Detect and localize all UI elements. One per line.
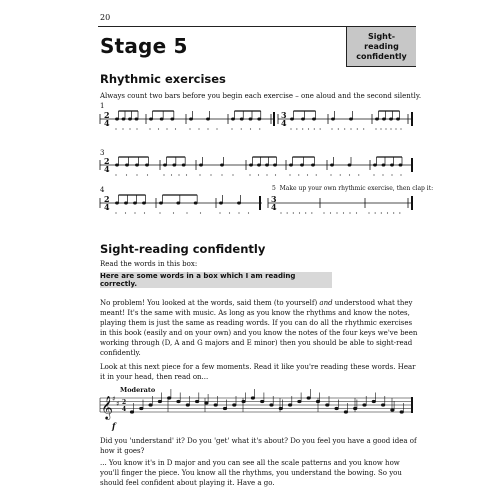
- note-head: [115, 202, 118, 204]
- sharp-c-icon: ♯: [116, 400, 120, 408]
- note-head: [311, 164, 314, 166]
- count-mark: [266, 174, 267, 175]
- melody-note-head: [381, 404, 385, 407]
- note-head: [396, 118, 399, 120]
- sharp-f-icon: ♯: [112, 395, 116, 403]
- count-mark: [305, 212, 306, 213]
- time-sig-ex2-top: 3: [281, 110, 287, 120]
- treble-clef-icon: 𝄞: [101, 395, 113, 419]
- note-head: [375, 118, 378, 120]
- count-mark: [241, 128, 242, 129]
- reading-box-text: Here are some words in a box which I am reading correctly.: [100, 272, 296, 288]
- count-mark: [280, 212, 281, 213]
- count-mark: [373, 174, 374, 175]
- note-head: [220, 164, 223, 166]
- count-mark: [390, 128, 391, 129]
- melody-note-head: [288, 404, 292, 407]
- note-head: [133, 202, 136, 204]
- note-head: [173, 164, 176, 166]
- count-mark: [200, 212, 201, 213]
- count-mark: [115, 128, 116, 129]
- melody-note-head: [214, 404, 218, 407]
- note-head: [237, 202, 240, 204]
- count-mark: [395, 128, 396, 129]
- note-head: [290, 118, 293, 120]
- melody-note-head: [223, 407, 227, 410]
- note-head: [135, 118, 138, 120]
- count-mark: [380, 128, 381, 129]
- count-mark: [393, 212, 394, 213]
- count-mark: [198, 128, 199, 129]
- count-mark: [147, 174, 148, 175]
- count-mark: [134, 212, 135, 213]
- count-mark: [175, 128, 176, 129]
- note-head: [373, 164, 376, 166]
- time-sig-ex5-top: 3: [271, 194, 277, 204]
- note-head: [124, 202, 127, 204]
- melody-note-head: [251, 397, 255, 400]
- count-mark: [375, 212, 376, 213]
- paragraph-3: Did you 'understand' it? Do you 'get' what it's about? Do you feel you have a good idea of how it goes?: [100, 437, 417, 455]
- count-mark: [349, 212, 350, 213]
- note-head: [399, 164, 402, 166]
- note-head: [115, 118, 118, 120]
- note-head: [349, 118, 352, 120]
- count-mark: [122, 128, 123, 129]
- rhythm-instruction: Always count two bars before you begin each exercise – one aloud and the second silently.: [100, 92, 422, 100]
- note-head: [382, 164, 385, 166]
- count-mark: [302, 128, 303, 129]
- count-mark: [320, 128, 321, 129]
- melody-note-head: [326, 404, 330, 407]
- count-mark: [308, 128, 309, 129]
- count-mark: [232, 174, 233, 175]
- note-head: [206, 118, 209, 120]
- count-mark: [136, 128, 137, 129]
- melody-note-head: [372, 400, 376, 403]
- count-mark: [166, 128, 167, 129]
- count-mark: [290, 128, 291, 129]
- melody-note-head: [149, 404, 153, 407]
- count-mark: [296, 128, 297, 129]
- page-title: Stage 5: [100, 34, 188, 58]
- note-head: [273, 164, 276, 166]
- note-head: [389, 118, 392, 120]
- count-mark: [349, 174, 350, 175]
- count-mark: [238, 212, 239, 213]
- time-sig-ex4-bottom: 4: [104, 202, 110, 212]
- count-mark: [331, 128, 332, 129]
- melody-note-head: [363, 404, 367, 407]
- count-mark: [330, 174, 331, 175]
- melody-notes: [130, 389, 403, 413]
- count-mark: [314, 128, 315, 129]
- melody-note-head: [270, 404, 274, 407]
- melody-time-top: 2: [122, 399, 127, 406]
- count-mark: [299, 212, 300, 213]
- count-mark: [338, 128, 339, 129]
- note-head: [331, 118, 334, 120]
- count-mark: [207, 128, 208, 129]
- melody-note-head: [260, 400, 264, 403]
- note-head: [160, 118, 163, 120]
- note-head: [265, 164, 268, 166]
- note-head: [258, 118, 261, 120]
- count-mark: [159, 212, 160, 213]
- count-mark: [115, 212, 116, 213]
- note-head: [163, 164, 166, 166]
- note-head: [177, 202, 180, 204]
- count-mark: [307, 174, 308, 175]
- count-mark: [173, 212, 174, 213]
- note-head: [145, 164, 148, 166]
- time-sig-ex4-top: 2: [104, 194, 110, 204]
- count-mark: [382, 174, 383, 175]
- count-mark: [229, 212, 230, 213]
- paragraph-4: ... You know it's in D major and you can see all the scale patterns and you know how you'll finger the piece. You know all the rhythms, you understand the bowing. So you should feel confident about playing it. Have a go.: [100, 459, 402, 487]
- time-sig-ex5-bottom: 4: [271, 202, 277, 212]
- count-mark: [216, 128, 217, 129]
- count-mark: [311, 212, 312, 213]
- note-head: [219, 202, 222, 204]
- count-mark: [163, 174, 164, 175]
- paragraph-2: Look at this next piece for a few moments. Read it like you're reading these words. Hear it in your head, then read on...: [100, 363, 416, 381]
- count-mark: [158, 128, 159, 129]
- note-head: [194, 202, 197, 204]
- count-mark: [186, 174, 187, 175]
- time-sig-ex2-bottom: 4: [281, 118, 287, 128]
- note-head: [312, 118, 315, 120]
- melody-time-bottom: 4: [122, 406, 127, 413]
- melody-note-head: [391, 409, 395, 412]
- melody-note-head: [344, 411, 348, 414]
- paragraph-1-part-a: No problem! You looked at the words, said them (to yourself): [100, 299, 320, 307]
- note-head: [149, 118, 152, 120]
- count-mark: [199, 174, 200, 175]
- section-tab-line-2: confidently: [356, 51, 407, 61]
- count-mark: [298, 174, 299, 175]
- reading-box: [100, 272, 332, 288]
- count-mark: [343, 212, 344, 213]
- count-marks: [115, 128, 401, 213]
- count-mark: [385, 128, 386, 129]
- count-mark: [356, 212, 357, 213]
- count-mark: [221, 174, 222, 175]
- note-head: [382, 118, 385, 120]
- melody-note-head: [242, 400, 246, 403]
- count-mark: [249, 174, 250, 175]
- count-mark: [248, 212, 249, 213]
- count-mark: [358, 174, 359, 175]
- count-mark: [340, 174, 341, 175]
- count-mark: [400, 174, 401, 175]
- note-head: [289, 164, 292, 166]
- count-mark: [210, 174, 211, 175]
- time-sig-ex3-bottom: 4: [104, 164, 110, 174]
- count-mark: [231, 128, 232, 129]
- count-mark: [336, 212, 337, 213]
- count-mark: [129, 128, 130, 129]
- count-mark: [178, 174, 179, 175]
- count-mark: [363, 128, 364, 129]
- note-head: [122, 118, 125, 120]
- count-mark: [316, 174, 317, 175]
- rhythm-heading: Rhythmic exercises: [100, 72, 226, 86]
- melody-note-head: [298, 400, 302, 403]
- note-head: [300, 164, 303, 166]
- count-mark: [250, 128, 251, 129]
- count-mark: [368, 212, 369, 213]
- note-head: [249, 164, 252, 166]
- count-mark: [115, 174, 116, 175]
- melody-note-head: [307, 397, 311, 400]
- melody-note-head: [130, 411, 134, 414]
- exercise-3-number: 3: [100, 149, 105, 157]
- melody-note-head: [400, 411, 404, 414]
- exercise-1-number: 1: [100, 102, 105, 110]
- count-mark: [287, 212, 288, 213]
- paragraph-1: [100, 298, 418, 358]
- sight-heading: Sight-reading confidently: [100, 242, 266, 256]
- count-mark: [399, 212, 400, 213]
- note-head: [301, 118, 304, 120]
- count-mark: [275, 174, 276, 175]
- note-head: [390, 164, 393, 166]
- count-mark: [289, 174, 290, 175]
- note-head: [231, 118, 234, 120]
- note-head: [240, 118, 243, 120]
- note-head: [189, 118, 192, 120]
- count-mark: [126, 174, 127, 175]
- note-head: [199, 164, 202, 166]
- count-mark: [136, 174, 137, 175]
- melody-note-head: [186, 404, 190, 407]
- melody-note-head: [279, 407, 283, 410]
- time-sig-ex1-bottom: 4: [104, 118, 110, 128]
- count-mark: [125, 212, 126, 213]
- count-mark: [387, 212, 388, 213]
- exercise-4-number: 4: [100, 186, 105, 194]
- tempo-marking: Moderato: [120, 386, 156, 394]
- melody-note-head: [140, 407, 144, 410]
- melody-note-head: [158, 400, 162, 403]
- count-mark: [323, 212, 324, 213]
- count-mark: [344, 128, 345, 129]
- count-mark: [259, 128, 260, 129]
- count-mark: [293, 212, 294, 213]
- note-head: [257, 164, 260, 166]
- note-head: [182, 164, 185, 166]
- count-mark: [330, 212, 331, 213]
- count-mark: [391, 174, 392, 175]
- count-mark: [258, 174, 259, 175]
- note-head: [171, 118, 174, 120]
- note-head: [249, 118, 252, 120]
- note-head: [135, 164, 138, 166]
- melody-note-head: [233, 404, 237, 407]
- exercise-5-number: 5: [272, 185, 276, 192]
- count-mark: [219, 212, 220, 213]
- count-mark: [189, 128, 190, 129]
- note-head: [128, 118, 131, 120]
- note-head: [115, 164, 118, 166]
- note-head: [159, 202, 162, 204]
- rhythm-notes: [115, 111, 402, 204]
- count-mark: [149, 128, 150, 129]
- count-mark: [375, 128, 376, 129]
- count-mark: [357, 128, 358, 129]
- read-prompt: Read the words in this box:: [100, 260, 198, 268]
- melody-note-head: [177, 400, 181, 403]
- time-sig-ex1-top: 2: [104, 110, 110, 120]
- count-mark: [400, 128, 401, 129]
- paragraph-1-emphasis: and: [319, 299, 333, 307]
- section-tab-line-1: Sight-reading: [364, 31, 399, 51]
- page-number: 20: [100, 13, 111, 22]
- note-head: [330, 164, 333, 166]
- note-head: [125, 164, 128, 166]
- count-mark: [186, 212, 187, 213]
- dynamic-marking: f: [112, 421, 116, 431]
- melody-note-head: [195, 400, 199, 403]
- count-mark: [144, 212, 145, 213]
- paragraph-1-part-b: understood what they meant! It's the same with music. As long as you know the rhythms and know the notes, playing them is just the same as reading words. If you can do all the rhythmic exercises in this book (easily and on your own) and you know the notes of the four keys we've been working through (D, A and G majors and E minor) then you should be able to sight-read confidently.: [100, 299, 418, 357]
- melody-note-head: [335, 407, 339, 410]
- note-head: [348, 164, 351, 166]
- note-head: [142, 202, 145, 204]
- time-sig-ex3-top: 2: [104, 156, 110, 166]
- count-mark: [381, 212, 382, 213]
- exercise-5-instruction: Make up your own rhythmic exercise, then clap it:: [279, 185, 434, 192]
- count-mark: [171, 174, 172, 175]
- count-mark: [350, 128, 351, 129]
